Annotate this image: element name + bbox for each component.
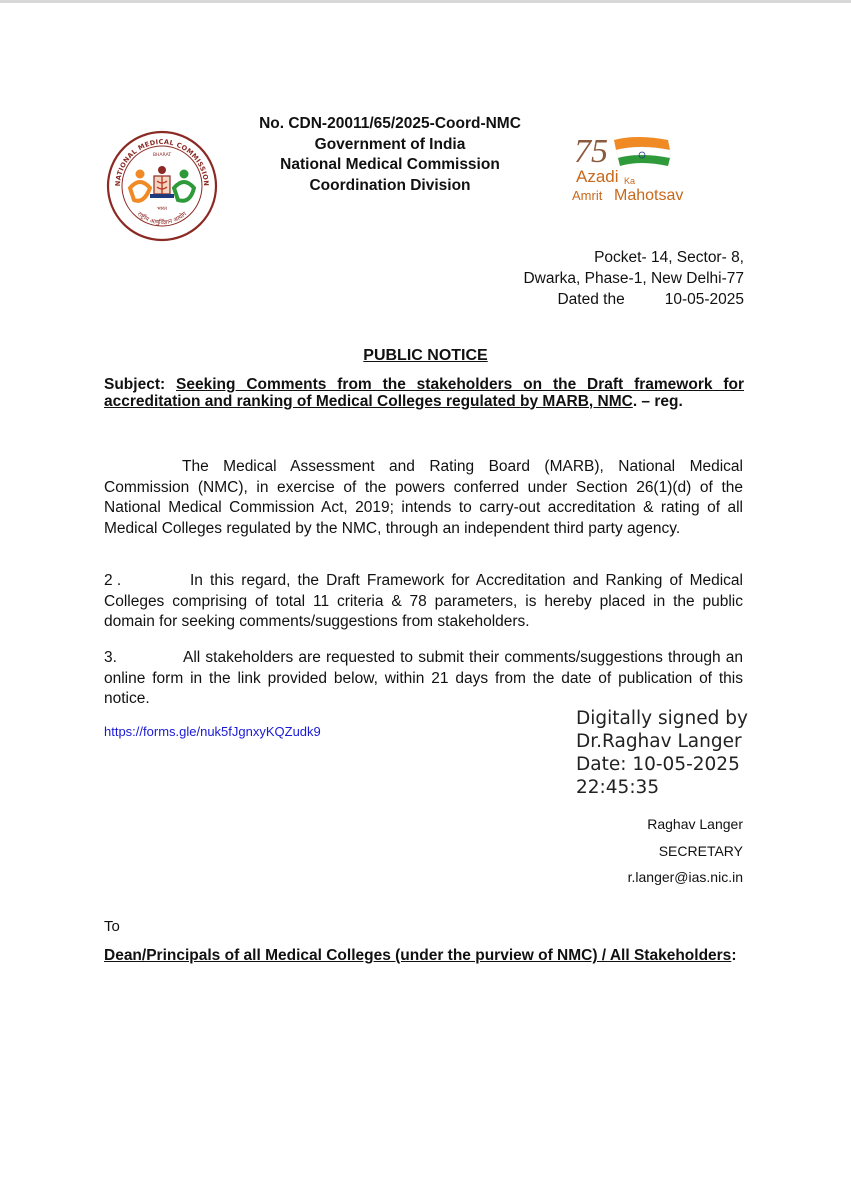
organization-name: National Medical Commission <box>280 156 500 173</box>
notice-title: PUBLIC NOTICE <box>363 347 488 364</box>
reference-number: No. CDN-20011/65/2025-Coord-NMC <box>259 115 521 132</box>
paragraph-3 <box>104 648 743 710</box>
nmc-logo <box>106 130 218 242</box>
page-top-edge <box>0 0 851 3</box>
to-label: To <box>104 918 120 935</box>
paragraph-2-number: 2 . <box>104 572 122 589</box>
paragraph-3-text: All stakeholders are requested to submit their comments/suggestions through an online form in the link provided below, within 21 days from the date of publication of this notice. <box>104 649 743 707</box>
digital-signature-line-1: Digitally signed by <box>576 708 748 729</box>
dated-value: 10-05-2025 <box>664 291 744 308</box>
digital-signature-line-3: Date: 10-05-2025 <box>576 754 740 775</box>
digital-signature <box>576 707 748 799</box>
logo-ka-text: Ka <box>624 176 636 186</box>
letterhead <box>225 114 555 196</box>
logo-75-text: 75 <box>574 133 608 170</box>
addressee-text: Dean/Principals of all Medical Colleges (under the purview of NMC) / All Stakeholders <box>104 947 732 964</box>
logo-bottom-text: राष्ट्रीय आयुर्विज्ञान आयोग <box>135 210 189 227</box>
logo-amrit-text: Amrit <box>572 188 603 203</box>
paragraph-2 <box>104 571 743 633</box>
subject-text: Seeking Comments from the stakeholders on the Draft framework for accreditation and ranking of Medical Colleges regulated by MARB, NMC <box>104 376 744 410</box>
address-line-2: Dwarka, Phase-1, New Delhi-77 <box>523 270 744 287</box>
logo-azadi-text: Azadi <box>576 167 619 186</box>
paragraph-2-text: In this regard, the Draft Framework for Accreditation and Ranking of Medical Colleges comprising of total 11 criteria & 78 parameters, is hereby placed in the public domain for seeking comments/suggestions from stakeholders. <box>104 572 743 630</box>
subject-suffix: . – reg. <box>632 392 683 410</box>
government-line: Government of India <box>314 135 466 153</box>
office-address <box>523 247 744 310</box>
azadi-ka-amrit-mahotsav-logo <box>566 128 702 206</box>
signatory-block <box>628 811 743 891</box>
logo-small-text: भारत <box>157 206 167 212</box>
signatory-designation: SECRETARY <box>658 842 743 859</box>
paragraph-3-number: 3. <box>104 649 117 666</box>
addressee-block <box>104 948 743 964</box>
addressee-suffix: : <box>731 947 737 964</box>
digital-signature-line-2: Dr.Raghav Langer <box>576 731 742 752</box>
logo-arc-text: NATIONAL MEDICAL COMMISSION <box>113 137 211 187</box>
logo-bharat-text: BHARAT <box>152 153 172 158</box>
logo-mahotsav-text: Mahotsav <box>614 187 684 204</box>
paragraph-1: The Medical Assessment and Rating Board (MARB), National Medical Commission (NMC), in exercise of the powers conferred under Section 26(1)(d) of the National Medical Commission Act, 2019; intends to carry-out accreditation & rating of all Medical Colleges regulated by the NMC, through an independent third party agency. <box>104 458 743 537</box>
digital-signature-line-4: 22:45:35 <box>576 777 660 798</box>
division-name: Coordination Division <box>309 176 471 194</box>
address-line-1: Pocket- 14, Sector- 8, <box>594 249 744 266</box>
signatory-email: r.langer@ias.nic.in <box>627 869 743 885</box>
subject-block <box>104 377 744 410</box>
dated-label: Dated the <box>557 291 625 308</box>
dated-line <box>557 289 744 310</box>
signatory-name: Raghav Langer <box>647 816 743 832</box>
subject-label: Subject: <box>104 376 166 393</box>
comments-form-link[interactable]: https://forms.gle/nuk5fJgnxyKQZudk9 <box>104 724 321 739</box>
